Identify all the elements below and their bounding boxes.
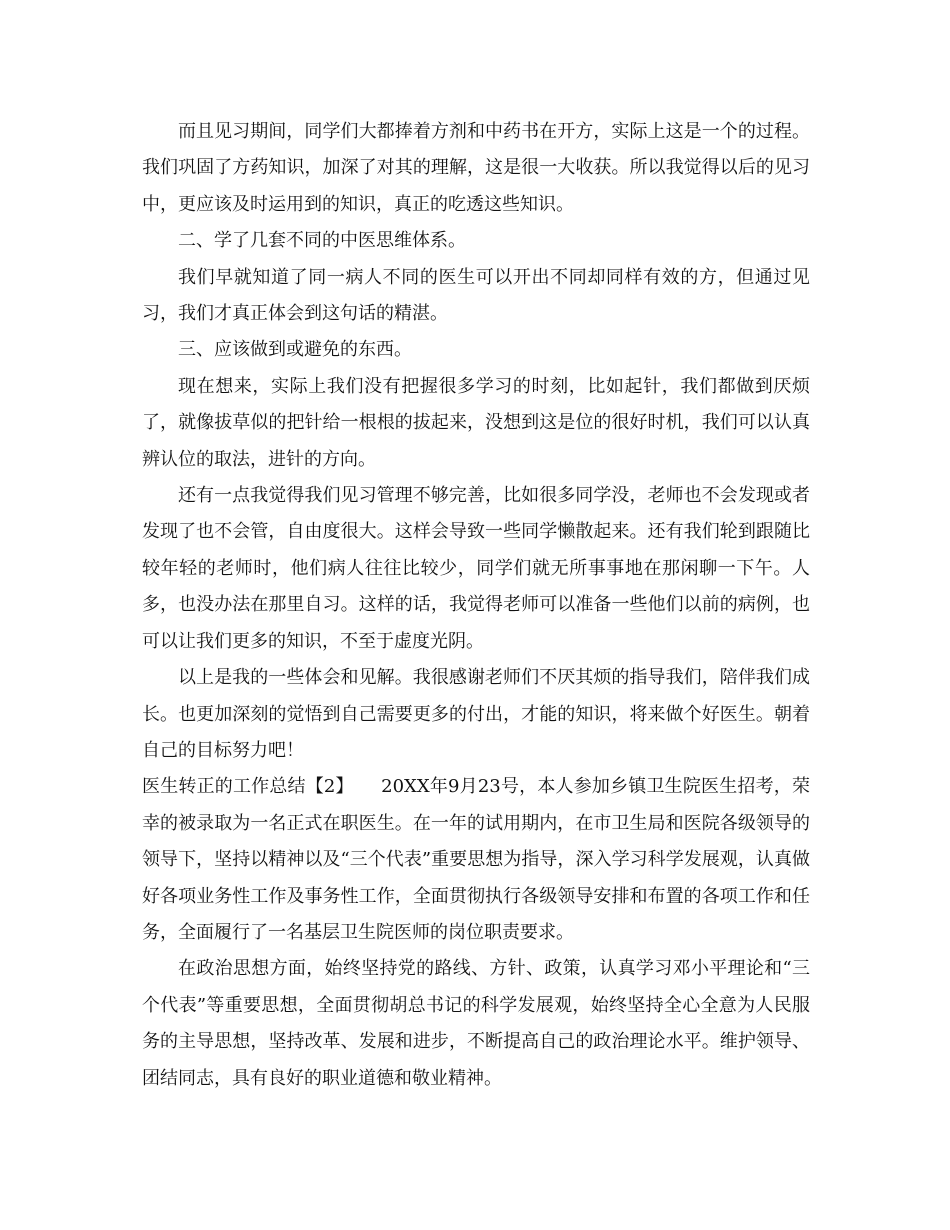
paragraph-practice-reflection: 而且见习期间，同学们大都捧着方剂和中药书在开方，实际上这是一个的过程。我们巩固了方药知识，加深了对其的理解，这是很一大收获。所以我觉得以后的见习中，更应该及时运用到的知识，真正的吃透这些知识。	[142, 121, 810, 215]
paragraph-thinking-systems: 我们早就知道了同一病人不同的医生可以开出不同却同样有效的方，但通过见习，我们才真正体会到这句话的精湛。	[142, 266, 810, 325]
section-heading-two: 二、学了几套不同的中医思维体系。	[178, 230, 466, 252]
paragraph-work-summary-intro: 医生转正的工作总结【2】 20XX年9月23号，本人参加乡镇卫生院医生招考，荣幸的被录取为一名正式在职医生。在一年的试用期内，在市卫生局和医院各级领导的领导下，坚持以精神以及“三个代表”重要思想为指导，深入学习科学发展观，认真做好各项业务性工作及事务性工作，全面贯彻执行各级领导安排和布置的各项工作和任务，全面履行了一名基层卫生院医师的岗位职责要求。	[142, 776, 810, 943]
paragraph-management-issues: 还有一点我觉得我们见习管理不够完善，比如很多同学没，老师也不会发现或者发现了也不会管，自由度很大。这样会导致一些同学懒散起来。还有我们轮到跟随比较年轻的老师时，他们病人往往比较少，同学们就无所事事地在那闲聊一下午。人多，也没办法在那里自习。这样的话，我觉得老师可以准备一些他们以前的病例，也可以让我们更多的知识，不至于虚度光阴。	[142, 485, 810, 652]
paragraph-political-thought: 在政治思想方面，始终坚持党的路线、方针、政策，认真学习邓小平理论和“三个代表”等重要思想，全面贯彻胡总书记的科学发展观，始终坚持全心全意为人民服务的主导思想，坚持改革、发展和进步，不断提高自己的政治理论水平。维护领导、团结同志，具有良好的职业道德和敬业精神。	[142, 958, 810, 1089]
document-body	[142, 114, 810, 1097]
paragraph-missed-opportunities: 现在想来，实际上我们没有把握很多学习的时刻，比如起针，我们都做到厌烦了，就像拔草似的把针给一根根的拔起来，没想到这是位的很好时机，我们可以认真辨认位的取法，进针的方向。	[142, 375, 810, 470]
paragraph-gratitude: 以上是我的一些体会和见解。我很感谢老师们不厌其烦的指导我们，陪伴我们成长。也更加深刻的觉悟到自己需要更多的付出，才能的知识，将来做个好医生。朝着自己的目标努力吧！	[142, 667, 810, 761]
section-heading-three: 三、应该做到或避免的东西。	[178, 339, 412, 361]
